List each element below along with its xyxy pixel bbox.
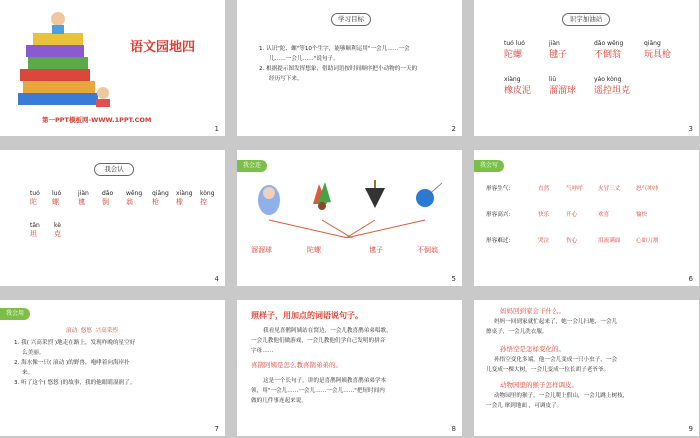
slide-number: 7 [214,425,219,433]
slide-number: 4 [214,275,219,283]
word-item: liū 溜溜球 [549,76,577,96]
text-line: 做的几件事连起来说。 [251,398,307,404]
char-item: dǎo 倒 [102,190,114,206]
char-item: kòng 控 [200,190,215,206]
adjective-row [486,210,691,220]
goal-text [259,44,417,84]
slide-thumbnail-6[interactable] [474,150,699,286]
char-item: tuó 陀 [30,190,40,206]
slide-footer: 第一PPT模板网-WWW.1PPT.COM [42,116,152,124]
char-item: luó 螺 [52,190,62,206]
question-text: 喜鹊阿姨是怎么教喜鹊弟弟的。 [251,361,342,369]
text-line: 我看见喜鹊阿姨站在窝边，一会儿教喜鹊弟弟唱歌， [263,328,392,334]
row-item: 心如刀割 [636,238,659,244]
shuttlecock-icon [313,182,331,210]
section-pill: 识字加油站 [562,13,610,26]
row-item: 伤心 [566,238,578,244]
row-item: 怒气冲冲 [636,186,659,192]
question-text: 妈妈回到家会干什么。 [500,307,565,315]
slide-title: 语文园地四 [130,40,196,55]
spinning-top-icon [365,180,385,208]
exercise-heading: 照样子，用加点的词语说句子。 [251,311,363,320]
text-line: 这是一个长句子，讲的是喜鹊阿姨教喜鹊弟弟学本 [263,378,387,384]
slide-thumbnail-5[interactable] [237,150,462,286]
text-line: 1. 认识"陀、螺"等10个生字，能够顺利运用"一会儿……一会 [259,46,410,52]
slide-thumbnail-9[interactable] [474,300,699,436]
fill-in-text [14,338,214,388]
section-bar: 我会连 [237,160,267,172]
row-item: 快乐 [538,212,550,218]
text-line: 妈妈一回到家就忙起来了，她一会儿扫地，一会儿 [494,319,618,325]
slide-thumbnail-8[interactable] [237,300,462,436]
row-item: 哭泣 [538,238,550,244]
slide-thumbnail-7[interactable] [0,300,225,436]
char-row-1 [30,190,215,220]
explanation-paragraph [251,376,456,406]
text-line: 2. 海水像一只( 滚动 )的野兽，咆哮着向海岸扑 [14,360,130,366]
match-line [322,220,382,238]
text-line: 儿变成一棵大树，一会儿变成一位长胡子老爷爷。 [486,367,610,373]
adjective-row [486,184,691,194]
text-line: 经历写下来。 [269,76,303,82]
adjective-row [486,236,691,246]
text-line: 1. 我( 兴高采烈 )地走在路上，发现咋晚的星空好 [14,340,136,346]
slide-thumbnail-4[interactable] [0,150,225,286]
slide-thumbnail-2[interactable] [237,0,462,136]
char-item: qiāng 枪 [152,190,169,206]
text-line: 3. 听了这个( 悠悠 )的故事，我的他眼睛湿润了。 [14,380,136,386]
char-item: tǎn 坦 [30,222,40,238]
char-item: jiàn 毽 [78,190,89,206]
books-illustration [8,5,118,115]
word-item: dǎo wēng 不倒翁 [594,40,624,60]
text-line: 儿……一会儿……"说句子。 [269,56,339,62]
section-pill: 学习目标 [331,13,371,26]
text-line: 领，用"一会儿……一会儿……一会儿……"把短时间内 [251,388,385,394]
row-label: 形容生气： [486,186,514,192]
slide-number: 2 [451,125,456,133]
match-label: 溜溜球 [251,246,272,254]
text-line: 么美丽。 [22,350,45,356]
char-item: kè 克 [54,222,61,238]
section-bar: 我会用 [0,308,30,320]
section-pill: 我会认 [94,163,134,176]
slide-thumbnail-3[interactable] [474,0,699,136]
row-item: 欢喜 [598,212,610,218]
text-line: 孙悟空变化多端，他一会儿变成一只小虫子，一会 [494,357,618,363]
char-row-2 [30,222,210,252]
text-line: 来。 [22,370,34,376]
row-label: 形容高兴： [486,212,514,218]
row-item: 开心 [566,212,578,218]
word-item: qiāng 玩具枪 [644,40,672,60]
word-item: xiàng 橡皮泥 [504,76,532,96]
answer-paragraph [486,355,696,375]
word-options: 滚动 悠悠 兴高采烈 [66,328,118,334]
row-item: 泪流满面 [598,238,621,244]
slide-number: 3 [688,125,693,133]
text-line: 一会儿 窜到地面 ，可调皮了。 [486,403,563,409]
text-line: 动物园里的猴子，一会儿爬上假山，一会儿跳上树枝， [494,393,629,399]
match-line [267,220,425,238]
yoyo-icon [416,183,442,207]
answer-paragraph [486,317,696,337]
question-text: 动物园里的猴子怎样调皮。 [500,381,578,389]
match-label: 毽子 [369,246,383,254]
answer-paragraph [486,391,696,411]
text-line: 一会儿教他们做游戏，一会儿教他们学自己发明的拼音 [251,338,386,344]
text-line: 2. 根据提示图发挥想象，借助词语按时间顺序把小动物的一天的 [259,66,418,72]
match-label: 不倒翁 [417,246,438,254]
example-paragraph [251,326,456,356]
char-item: wēng 翁 [126,190,143,206]
row-label: 形容难过： [486,238,514,244]
row-item: 愉快 [636,212,648,218]
slide-thumbnail-1[interactable] [0,0,225,136]
char-item: xiàng 橡 [176,190,193,206]
question-text: 孙悟空是怎样变化的。 [500,345,565,353]
match-label: 陀螺 [307,246,321,254]
text-line: 字母…… [251,348,274,354]
slide-number: 6 [688,275,693,283]
text-line: 擦桌子，一会儿洗衣服。 [486,329,548,335]
row-item: 直然 [538,186,550,192]
slide-number: 1 [214,125,219,133]
slide-number: 5 [451,275,456,283]
word-item: yáo kòng 遥控坦克 [594,76,631,96]
toy-images [237,178,462,238]
row-item: 火冒三丈 [598,186,621,192]
row-item: 气呼呼 [566,186,583,192]
word-item: jiàn 毽子 [549,40,568,60]
word-item: tuó luó 陀螺 [504,40,525,60]
slide-number: 8 [451,425,456,433]
section-bar: 我会写 [474,160,504,172]
slide-number: 9 [688,425,693,433]
